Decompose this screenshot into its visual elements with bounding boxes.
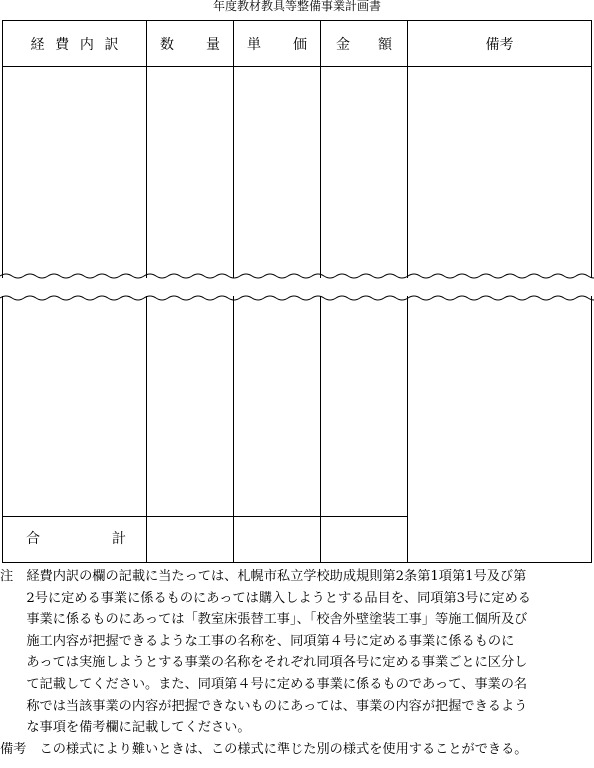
header-amount	[321, 22, 407, 66]
header-amount-char: 金	[336, 37, 350, 53]
header-remarks	[408, 22, 591, 66]
break-wave-lower	[0, 296, 594, 300]
note-paragraph	[0, 566, 594, 739]
header-remarks-label: 備考	[485, 37, 514, 53]
remark-line: この様式により難いときは、この様式に準じた別の様式を使用することができる。	[39, 741, 528, 757]
header-quantity-char: 数	[160, 37, 174, 53]
header-breakdown	[3, 22, 146, 66]
note-line: て記載してください。また、同項第４号に定める事業に係るものであって、事業の名	[26, 676, 528, 692]
header-unit-price-char: 単	[247, 37, 261, 53]
header-breakdown-char: 費	[55, 37, 70, 53]
header-breakdown-char: 内	[79, 37, 94, 53]
note-line: 称では当該事業の内容が把握できないものにあっては、事業の内容が把握できるよう	[26, 698, 528, 714]
total-label-char: 計	[112, 531, 126, 547]
note-line: 経費内訳の欄の記載に当たっては、札幌市私立学校助成規則第2条第1項第1号及び第	[26, 569, 527, 584]
remark-paragraph	[0, 739, 594, 761]
note-line: 事業に係るものにあっては「教室床張替工事」、「校舎外壁塗装工事」等施工個所及び	[26, 612, 528, 628]
document-title: 年度教材教具等整備事業計画書	[212, 0, 381, 13]
remark-body	[40, 739, 594, 761]
notes-section	[0, 566, 594, 760]
header-unit-price	[234, 22, 320, 66]
total-label-char: 合	[26, 531, 40, 547]
remark-head: 備考	[0, 741, 40, 757]
header-quantity-char: 量	[206, 37, 220, 53]
header-breakdown-char: 訳	[104, 37, 119, 53]
note-line: 2号に定める事業に係るものにあっては購入しようとする品目を、同項第3号に定める	[26, 590, 531, 606]
note-body	[26, 566, 594, 739]
header-quantity	[147, 22, 233, 66]
note-line: あっては実施しようとする事業の名称をそれぞれ同項各号に定める事業ごとに区分し	[26, 655, 528, 671]
note-line: 施工内容が把握できるような工事の名称を、同項第４号に定める事業に係るものに	[26, 633, 515, 649]
break-wave-upper	[0, 274, 594, 278]
header-breakdown-char: 経	[30, 37, 45, 53]
header-unit-price-char: 価	[293, 37, 307, 53]
note-head: 注	[0, 569, 27, 584]
total-row-label	[4, 516, 146, 560]
header-amount-char: 額	[378, 37, 392, 53]
note-line: な事項を備考欄に記載してください。	[26, 720, 251, 736]
